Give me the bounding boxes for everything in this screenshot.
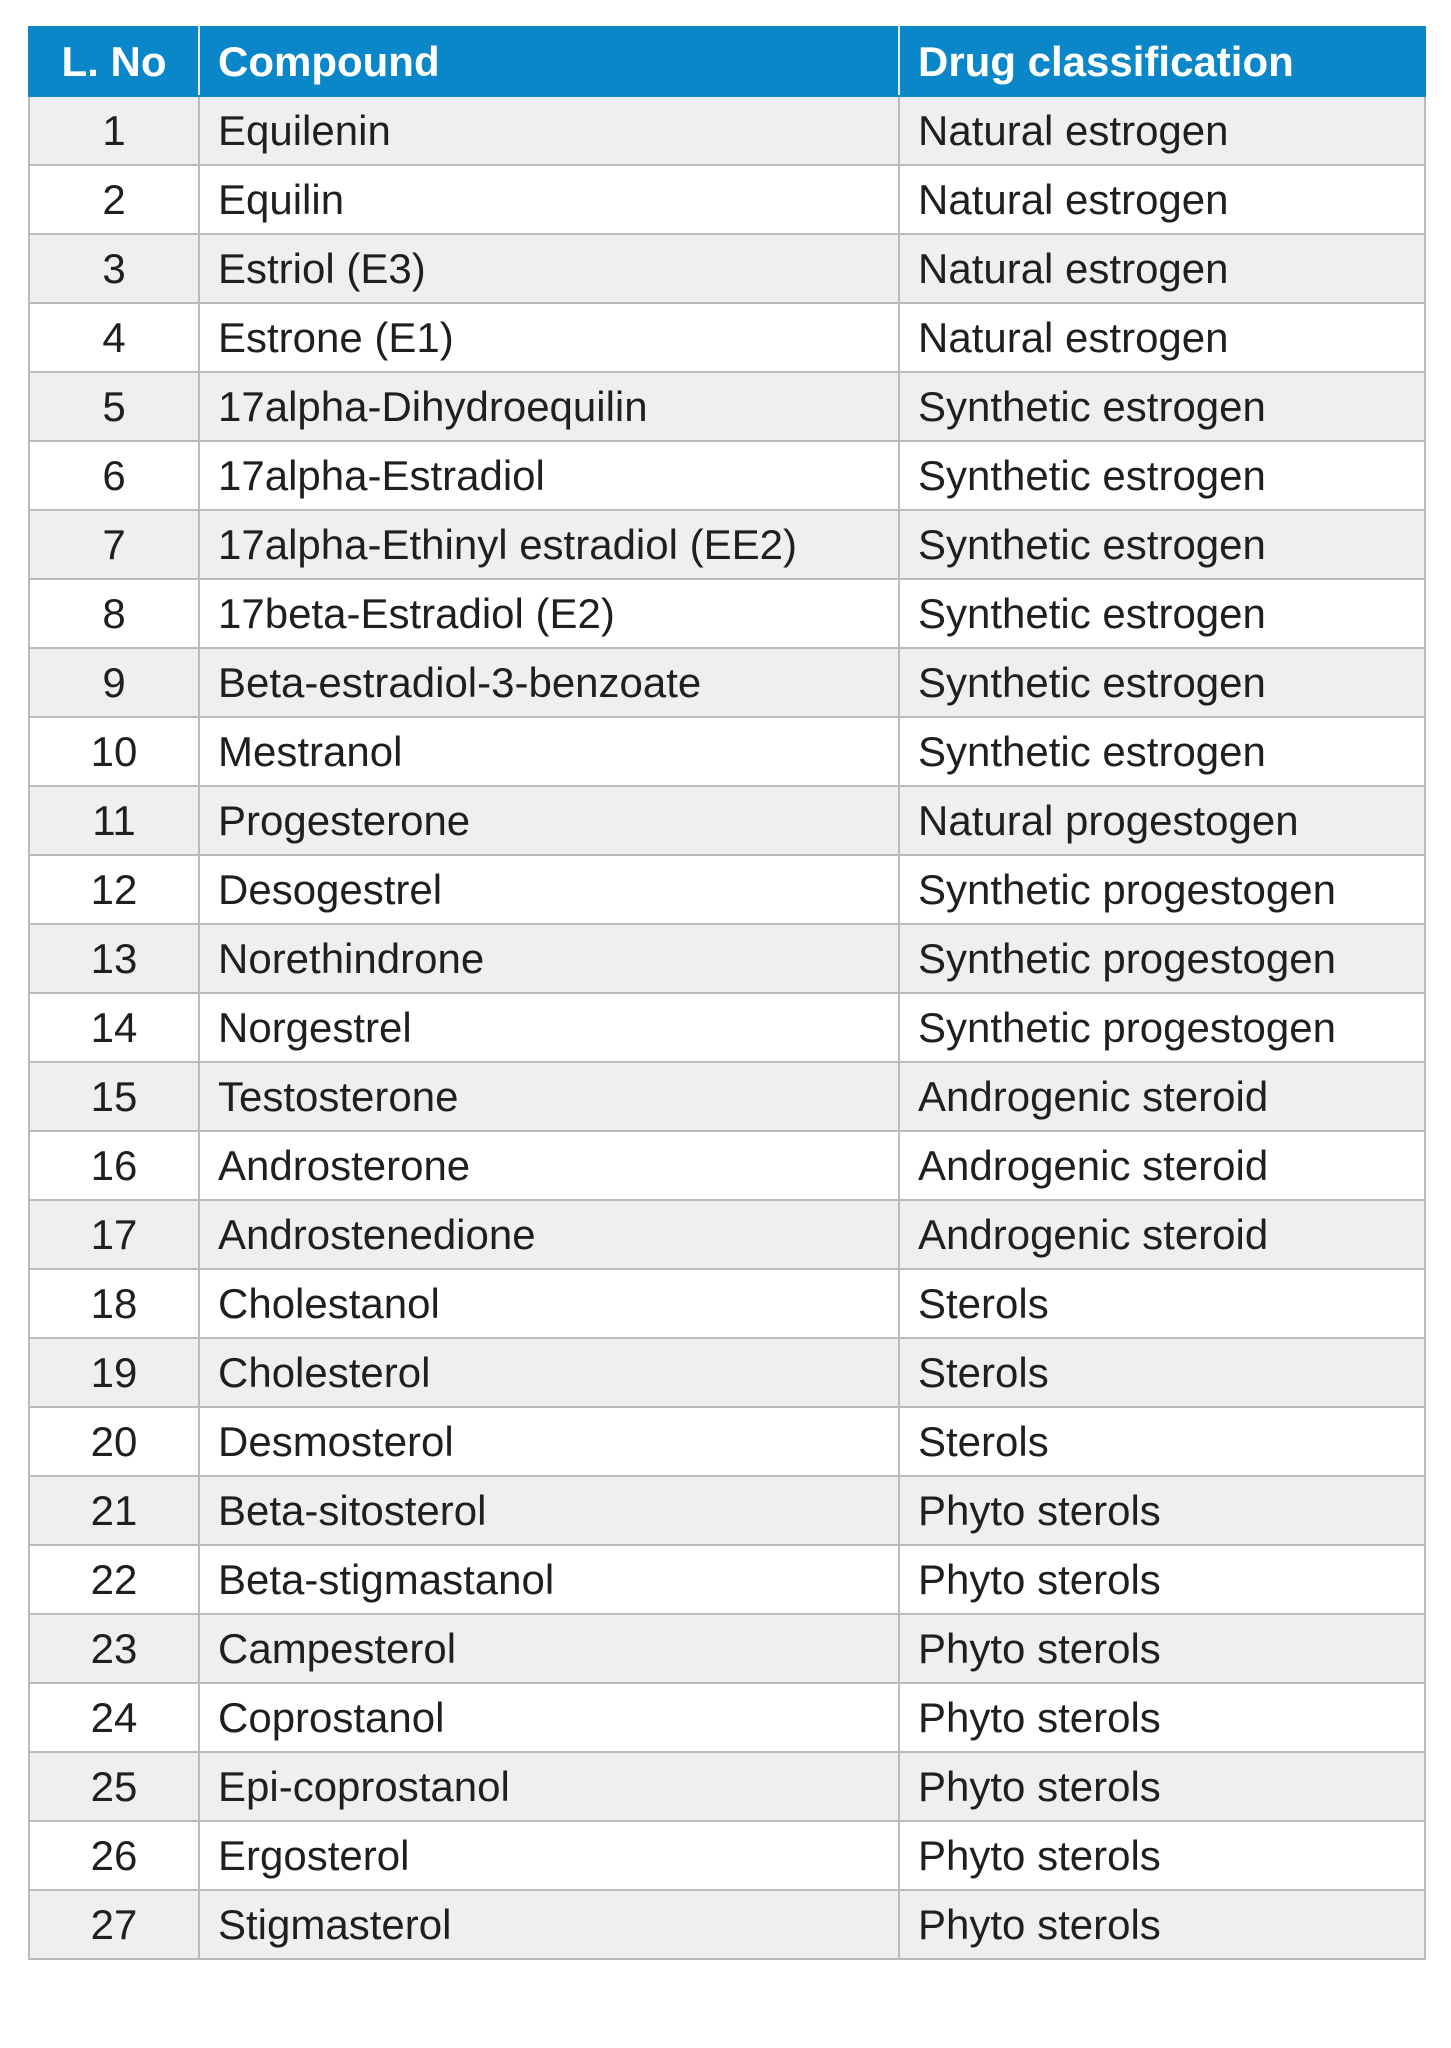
- table-row: [29, 1338, 1425, 1407]
- table-row: [29, 717, 1425, 786]
- cell-drug-classification: Natural estrogen: [899, 96, 1425, 165]
- table-row: [29, 303, 1425, 372]
- cell-compound: Norgestrel: [199, 993, 899, 1062]
- table-row: [29, 1476, 1425, 1545]
- cell-lab-number: 25: [29, 1752, 199, 1821]
- cell-compound: Epi-coprostanol: [199, 1752, 899, 1821]
- cell-drug-classification: Synthetic progestogen: [899, 855, 1425, 924]
- table-header: [29, 27, 1425, 96]
- table-row: [29, 1269, 1425, 1338]
- cell-drug-classification: Synthetic estrogen: [899, 717, 1425, 786]
- table-row: [29, 441, 1425, 510]
- cell-lab-number: 7: [29, 510, 199, 579]
- cell-drug-classification: Androgenic steroid: [899, 1200, 1425, 1269]
- compound-table-container: [28, 26, 1424, 1960]
- cell-compound: 17alpha-Estradiol: [199, 441, 899, 510]
- cell-drug-classification: Synthetic estrogen: [899, 648, 1425, 717]
- cell-lab-number: 11: [29, 786, 199, 855]
- cell-drug-classification: Phyto sterols: [899, 1752, 1425, 1821]
- cell-compound: Androstenedione: [199, 1200, 899, 1269]
- cell-compound: Cholestanol: [199, 1269, 899, 1338]
- cell-lab-number: 20: [29, 1407, 199, 1476]
- table-row: [29, 579, 1425, 648]
- cell-lab-number: 9: [29, 648, 199, 717]
- cell-compound: Desogestrel: [199, 855, 899, 924]
- table-row: [29, 1683, 1425, 1752]
- cell-compound: Androsterone: [199, 1131, 899, 1200]
- table-row: [29, 234, 1425, 303]
- header-drug-classification: Drug classification: [899, 27, 1425, 96]
- cell-lab-number: 15: [29, 1062, 199, 1131]
- table-row: [29, 855, 1425, 924]
- header-lab-number: L. No: [29, 27, 199, 96]
- cell-drug-classification: Phyto sterols: [899, 1545, 1425, 1614]
- header-row: [29, 27, 1425, 96]
- table-row: [29, 510, 1425, 579]
- cell-drug-classification: Androgenic steroid: [899, 1131, 1425, 1200]
- cell-lab-number: 16: [29, 1131, 199, 1200]
- cell-lab-number: 5: [29, 372, 199, 441]
- cell-lab-number: 24: [29, 1683, 199, 1752]
- cell-drug-classification: Phyto sterols: [899, 1683, 1425, 1752]
- table-body: [29, 96, 1425, 1959]
- table-row: [29, 165, 1425, 234]
- table-row: [29, 1062, 1425, 1131]
- table-row: [29, 1200, 1425, 1269]
- table-row: [29, 1545, 1425, 1614]
- cell-lab-number: 18: [29, 1269, 199, 1338]
- cell-drug-classification: Synthetic estrogen: [899, 579, 1425, 648]
- table-row: [29, 1752, 1425, 1821]
- compound-classification-table: [28, 26, 1426, 1960]
- cell-compound: Estrone (E1): [199, 303, 899, 372]
- table-row: [29, 96, 1425, 165]
- cell-drug-classification: Natural progestogen: [899, 786, 1425, 855]
- table-row: [29, 1131, 1425, 1200]
- cell-lab-number: 17: [29, 1200, 199, 1269]
- cell-lab-number: 4: [29, 303, 199, 372]
- cell-lab-number: 13: [29, 924, 199, 993]
- cell-drug-classification: Androgenic steroid: [899, 1062, 1425, 1131]
- cell-compound: Beta-estradiol-3-benzoate: [199, 648, 899, 717]
- table-row: [29, 648, 1425, 717]
- cell-drug-classification: Natural estrogen: [899, 234, 1425, 303]
- cell-drug-classification: Synthetic estrogen: [899, 510, 1425, 579]
- cell-lab-number: 8: [29, 579, 199, 648]
- cell-compound: Beta-stigmastanol: [199, 1545, 899, 1614]
- cell-lab-number: 21: [29, 1476, 199, 1545]
- cell-compound: Ergosterol: [199, 1821, 899, 1890]
- table-row: [29, 993, 1425, 1062]
- cell-lab-number: 3: [29, 234, 199, 303]
- cell-lab-number: 26: [29, 1821, 199, 1890]
- cell-compound: Progesterone: [199, 786, 899, 855]
- cell-compound: 17beta-Estradiol (E2): [199, 579, 899, 648]
- cell-compound: 17alpha-Dihydroequilin: [199, 372, 899, 441]
- cell-compound: 17alpha-Ethinyl estradiol (EE2): [199, 510, 899, 579]
- cell-lab-number: 14: [29, 993, 199, 1062]
- header-compound: Compound: [199, 27, 899, 96]
- cell-compound: Stigmasterol: [199, 1890, 899, 1959]
- table-row: [29, 1890, 1425, 1959]
- cell-lab-number: 23: [29, 1614, 199, 1683]
- cell-lab-number: 27: [29, 1890, 199, 1959]
- cell-drug-classification: Natural estrogen: [899, 165, 1425, 234]
- cell-drug-classification: Synthetic progestogen: [899, 924, 1425, 993]
- cell-compound: Coprostanol: [199, 1683, 899, 1752]
- cell-lab-number: 12: [29, 855, 199, 924]
- table-row: [29, 924, 1425, 993]
- cell-compound: Desmosterol: [199, 1407, 899, 1476]
- cell-lab-number: 2: [29, 165, 199, 234]
- cell-drug-classification: Natural estrogen: [899, 303, 1425, 372]
- cell-drug-classification: Synthetic estrogen: [899, 372, 1425, 441]
- cell-compound: Estriol (E3): [199, 234, 899, 303]
- cell-compound: Norethindrone: [199, 924, 899, 993]
- cell-drug-classification: Sterols: [899, 1407, 1425, 1476]
- cell-lab-number: 22: [29, 1545, 199, 1614]
- cell-compound: Equilin: [199, 165, 899, 234]
- cell-drug-classification: Phyto sterols: [899, 1476, 1425, 1545]
- table-row: [29, 1821, 1425, 1890]
- table-row: [29, 372, 1425, 441]
- cell-drug-classification: Phyto sterols: [899, 1614, 1425, 1683]
- table-row: [29, 786, 1425, 855]
- cell-compound: Beta-sitosterol: [199, 1476, 899, 1545]
- cell-compound: Mestranol: [199, 717, 899, 786]
- cell-drug-classification: Sterols: [899, 1338, 1425, 1407]
- table-row: [29, 1407, 1425, 1476]
- cell-drug-classification: Sterols: [899, 1269, 1425, 1338]
- cell-drug-classification: Phyto sterols: [899, 1821, 1425, 1890]
- cell-compound: Campesterol: [199, 1614, 899, 1683]
- cell-drug-classification: Synthetic progestogen: [899, 993, 1425, 1062]
- cell-compound: Equilenin: [199, 96, 899, 165]
- cell-lab-number: 10: [29, 717, 199, 786]
- cell-compound: Cholesterol: [199, 1338, 899, 1407]
- cell-lab-number: 1: [29, 96, 199, 165]
- cell-drug-classification: Synthetic estrogen: [899, 441, 1425, 510]
- cell-compound: Testosterone: [199, 1062, 899, 1131]
- cell-lab-number: 6: [29, 441, 199, 510]
- cell-drug-classification: Phyto sterols: [899, 1890, 1425, 1959]
- cell-lab-number: 19: [29, 1338, 199, 1407]
- table-row: [29, 1614, 1425, 1683]
